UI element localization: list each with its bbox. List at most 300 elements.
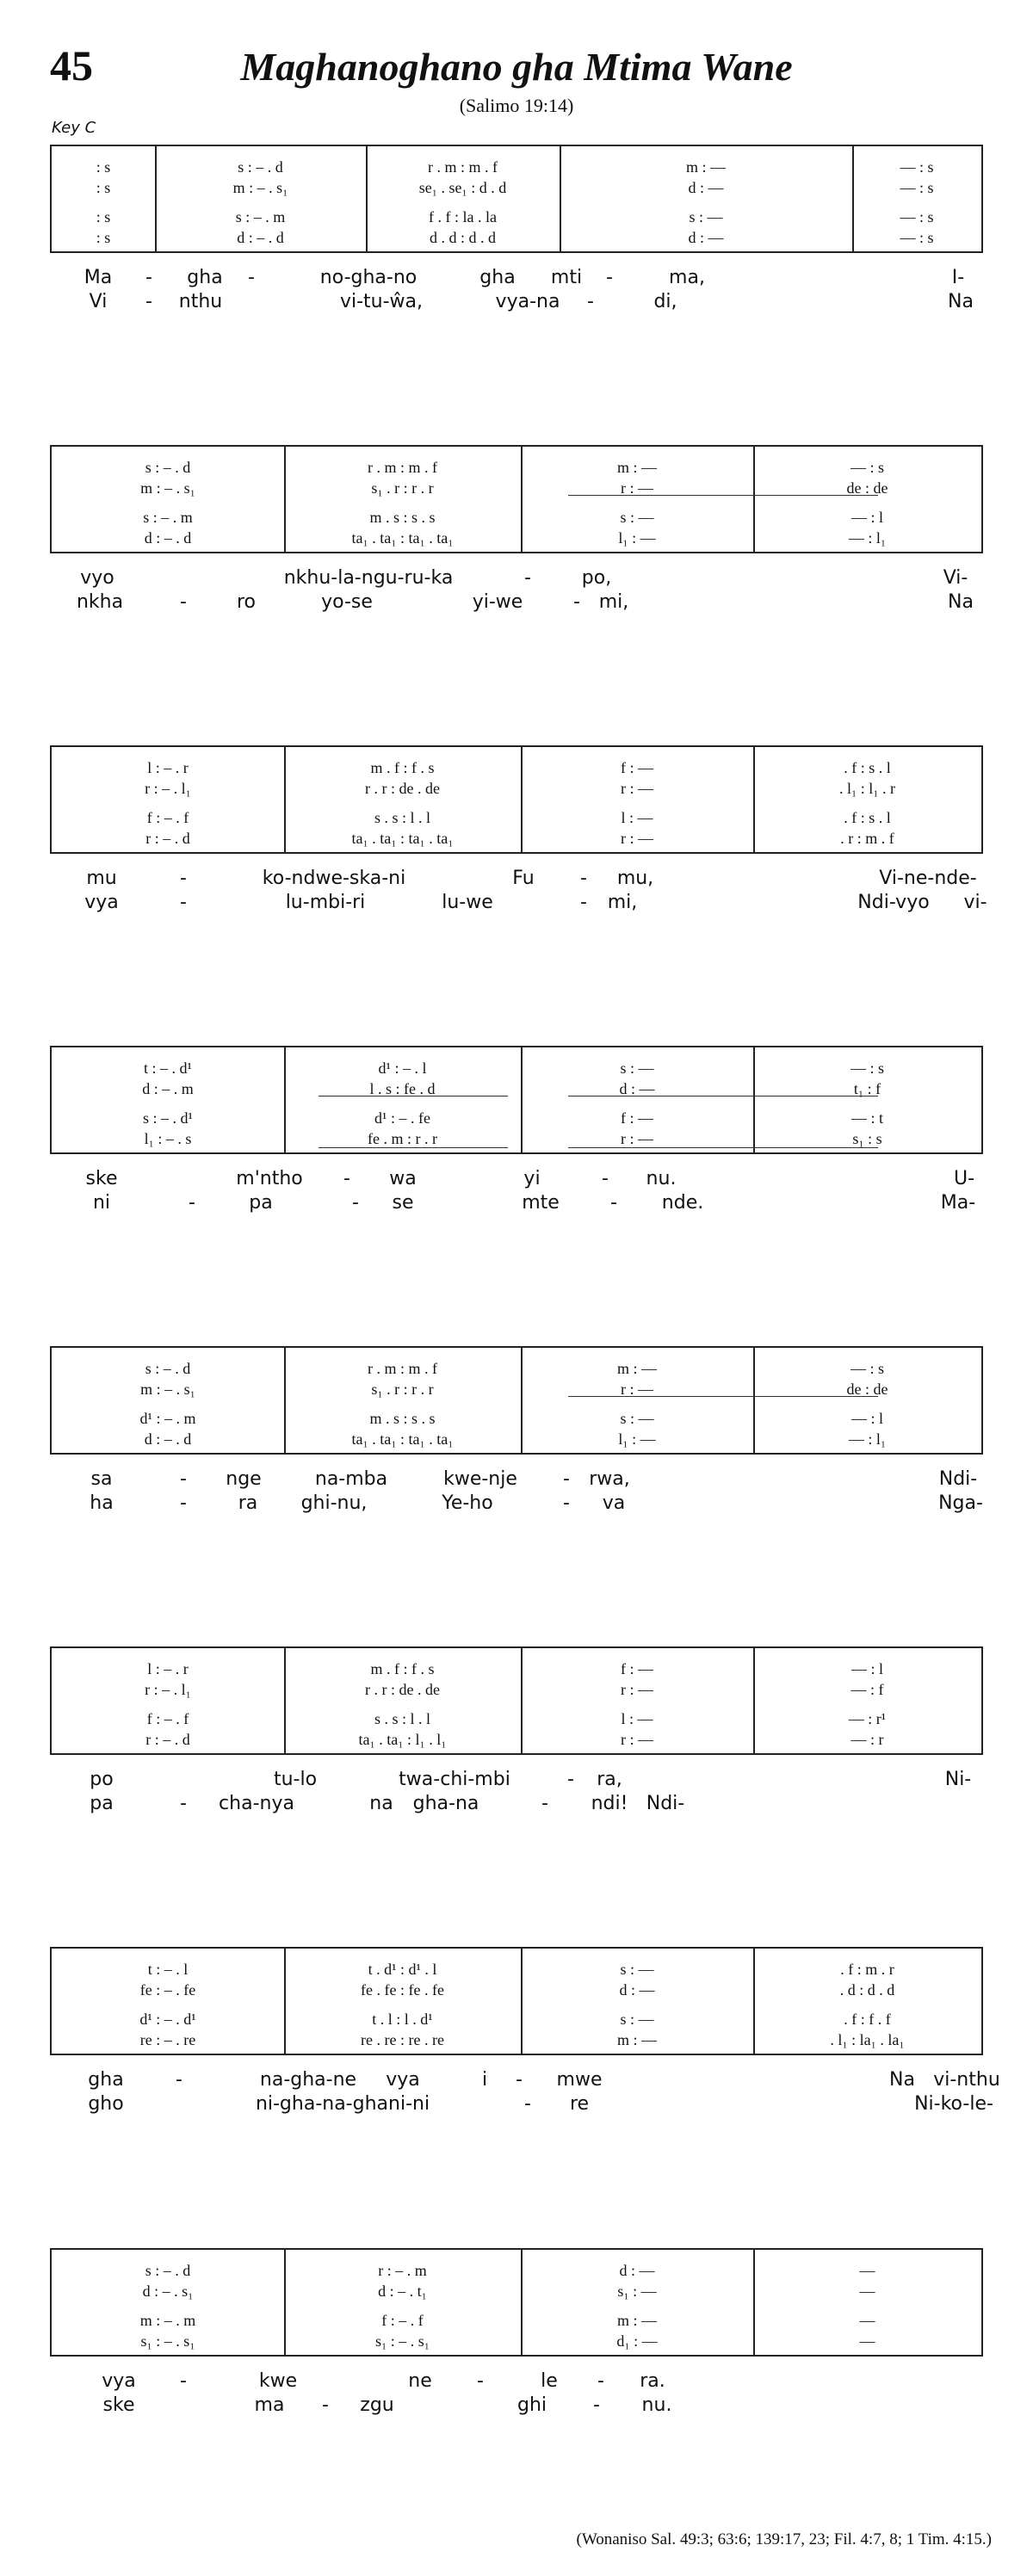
music-system: [50, 1046, 983, 1218]
lyric-syllable: ni: [92, 1192, 111, 1214]
lyric-syllable: mwe: [556, 2069, 603, 2091]
lyric-syllable: -: [524, 567, 531, 589]
measure-notes: s . s : l . l: [374, 1710, 431, 1727]
measure-notes: d : – . d: [144, 1430, 192, 1448]
lyric-syllable: Fu: [512, 868, 535, 889]
lyric-syllable: se: [392, 1192, 414, 1214]
lyric-syllable: -: [343, 1168, 350, 1189]
measure-notes: s₁ : – . s₁: [374, 2332, 430, 2350]
lyric-syllable: ske: [85, 1168, 118, 1189]
lyric-syllable: -: [176, 2069, 182, 2091]
lyric-syllable: Ma-: [940, 1192, 976, 1214]
lyric-line: [50, 590, 983, 615]
lyric-syllable: -: [524, 2093, 531, 2115]
lyric-syllable: m'ntho: [236, 1168, 303, 1189]
lyric-line: [50, 1767, 983, 1793]
measure-notes: s : —: [689, 208, 723, 225]
measure-notes: . l₁ : la₁ . la₁: [830, 2031, 905, 2048]
measure-notes: d¹ : – . m: [139, 1410, 196, 1427]
measure-notes: r : —: [621, 780, 653, 797]
voice-part-line: [52, 1108, 981, 1128]
measure-notes: re : – . re: [139, 2031, 196, 2048]
voice-part-line: [52, 757, 981, 778]
voice-part-line: [52, 1128, 981, 1149]
measure-notes: s : – . d: [145, 2262, 191, 2279]
lyric-syllable: mu: [86, 868, 117, 889]
music-system: [50, 145, 983, 317]
measure-notes: s₁ : s: [852, 1130, 882, 1147]
measure-notes: s : —: [620, 509, 654, 526]
measure-notes: t . l : l . d¹: [372, 2011, 433, 2028]
lyric-syllable: i: [481, 2069, 488, 2091]
voice-part-line: [52, 1729, 981, 1750]
lyrics-block: [50, 1767, 983, 1819]
measure-notes: — : s: [850, 1360, 885, 1377]
measure-notes: m : —: [616, 1360, 658, 1377]
measure-notes: fe . fe : fe . fe: [361, 1981, 444, 1998]
lyric-syllable: vyo: [80, 567, 114, 589]
measure-notes: l : —: [621, 809, 653, 826]
measure-notes: de : de: [846, 479, 888, 497]
lyric-line: [50, 1491, 983, 1517]
measure-notes: r . m : m . f: [428, 158, 498, 176]
measure-notes: — : r: [851, 1731, 884, 1748]
lyrics-block: [50, 1467, 983, 1518]
measure-notes: s₁ : – . s₁: [140, 2332, 195, 2350]
lyrics-block: [50, 565, 983, 617]
measure-notes: d₁ : —: [616, 2332, 658, 2350]
lyric-syllable: -: [145, 291, 152, 312]
lyric-syllable: yi-we: [472, 591, 523, 613]
music-system: [50, 745, 987, 917]
measure-notes: s : —: [620, 1961, 654, 1978]
lyric-syllable: vi-tu-ŵa,: [339, 291, 424, 312]
voice-part-line: [52, 2029, 981, 2050]
lyric-syllable: -: [580, 892, 587, 913]
measure-notes: s₁ . r : r . r: [371, 1381, 434, 1398]
measure-notes: m : – . s₁: [140, 1381, 195, 1398]
measure-notes: s : – . m: [235, 208, 286, 225]
measure-notes: d : – . d: [144, 529, 192, 547]
lyric-syllable: na-gha-ne: [259, 2069, 357, 2091]
lyric-syllable: -: [516, 2069, 523, 2091]
lyric-syllable: tu-lo: [273, 1769, 318, 1790]
lyric-syllable: rwa,: [589, 1468, 630, 1490]
measure-notes: m . s : s . s: [369, 1410, 436, 1427]
lyric-syllable: vya: [102, 2370, 136, 2392]
lyric-syllable: -: [563, 1492, 570, 1514]
lyric-syllable: ra.: [640, 2370, 665, 2392]
measure-notes: m : —: [616, 459, 658, 476]
lyric-syllable: Na: [889, 2069, 915, 2091]
lyric-syllable: vya-na: [495, 291, 560, 312]
measure-notes: — : l₁: [848, 529, 887, 547]
lyric-syllable: -: [180, 2370, 187, 2392]
measure-notes: d : – . d: [237, 229, 284, 246]
lyric-syllable: Ndi-vyo: [857, 892, 930, 913]
measure-notes: f : – . f: [381, 2312, 424, 2329]
measure-notes: l₁ : —: [618, 529, 656, 547]
measure-notes: d¹ : – . fe: [374, 1109, 430, 1127]
lyric-line: [50, 1166, 983, 1192]
lyric-syllable: pa: [249, 1192, 273, 1214]
lyric-syllable: -: [180, 591, 187, 613]
lyric-syllable: vya: [84, 892, 119, 913]
measure-notes: . r : m . f: [840, 830, 894, 847]
lyrics-block: [50, 2369, 983, 2420]
hymn-number: 45: [50, 41, 93, 90]
lyric-syllable: le: [541, 2370, 558, 2392]
voice-part-line: [52, 1679, 981, 1700]
voice-part-line: [52, 157, 981, 177]
measure-notes: l₁ : – . s: [144, 1130, 192, 1147]
tonic-solfa-staff: [50, 1346, 983, 1455]
voice-part-line: [52, 2009, 981, 2029]
lyric-syllable: Vi-: [943, 567, 968, 589]
voice-part-line: [52, 1708, 981, 1729]
measure-notes: f : —: [621, 1109, 653, 1127]
lyric-syllable: gho: [88, 2093, 124, 2115]
measure-notes: r : —: [621, 1130, 653, 1147]
lyric-syllable: Vi-ne-nde-: [879, 868, 977, 889]
measure-notes: l : – . r: [147, 1660, 189, 1677]
measure-notes: re . re : re . re: [361, 2031, 444, 2048]
lyric-syllable: mi,: [598, 591, 629, 613]
lyric-line: [50, 1467, 983, 1492]
lyric-syllable: di,: [653, 291, 677, 312]
lyric-syllable: -: [610, 1192, 617, 1214]
lyric-syllable: nu.: [646, 1168, 677, 1189]
music-system: [50, 1947, 1000, 2119]
measure-notes: — : s: [850, 459, 885, 476]
lyric-syllable: -: [180, 868, 187, 889]
lyric-syllable: nthu: [178, 291, 223, 312]
measure-notes: — : l: [851, 509, 884, 526]
measure-notes: t . d¹ : d¹ . l: [368, 1961, 437, 1978]
measure-notes: r : – . l₁: [145, 780, 191, 797]
measure-notes: r . m : m . f: [368, 1360, 437, 1377]
measure-notes: ta₁ . ta₁ : ta₁ . ta₁: [351, 529, 454, 547]
measure-notes: f : —: [621, 759, 653, 776]
lyric-syllable: ra: [238, 1492, 258, 1514]
measure-notes: . l₁ : l₁ . r: [838, 780, 896, 797]
measure-notes: r . r : de . de: [365, 780, 440, 797]
voice-part-line: [52, 1429, 981, 1449]
measure-notes: r : – . m: [378, 2262, 427, 2279]
lyric-syllable: -: [180, 1793, 187, 1814]
measure-notes: : s: [96, 208, 111, 225]
measure-notes: t₁ : f: [853, 1080, 881, 1097]
measure-notes: : s: [96, 158, 111, 176]
measure-notes: : s: [96, 229, 111, 246]
measure-notes: — : t: [851, 1109, 884, 1127]
lyric-syllable: nkha: [76, 591, 124, 613]
lyric-syllable: -: [563, 1468, 570, 1490]
lyric-syllable: va: [602, 1492, 626, 1514]
measure-notes: r : —: [621, 1681, 653, 1698]
music-system: [50, 2248, 983, 2420]
lyric-syllable: na-mba: [314, 1468, 388, 1490]
measure-notes: m : —: [616, 2031, 658, 2048]
lyric-line: [50, 289, 983, 315]
lyric-syllable: ko-ndwe-ska-ni: [262, 868, 406, 889]
measure-notes: m . f : f . s: [370, 1660, 435, 1677]
lyrics-block: [50, 2067, 1000, 2119]
lyric-line: [50, 2067, 1000, 2093]
tonic-solfa-staff: [50, 1046, 983, 1154]
voice-part-line: [52, 227, 981, 248]
lyric-syllable: vi-: [963, 892, 987, 913]
voice-part-line: [52, 528, 981, 548]
lyrics-block: [50, 265, 983, 317]
lyric-syllable: cha-nya: [219, 1793, 294, 1814]
lyric-syllable: ske: [102, 2394, 135, 2416]
measure-notes: — : l: [851, 1660, 884, 1677]
measure-notes: t : – . d¹: [144, 1059, 192, 1077]
measure-notes: ta₁ . ta₁ : ta₁ . ta₁: [351, 1430, 454, 1448]
measure-notes: s : – . d: [145, 459, 191, 476]
measure-notes: t : – . l: [147, 1961, 189, 1978]
voice-part-line: [52, 1959, 981, 1980]
measure-notes: m . f : f . s: [370, 759, 435, 776]
tonic-solfa-staff: [50, 2248, 983, 2357]
voice-part-line: [52, 457, 981, 478]
lyric-line: [50, 2091, 993, 2117]
lyric-syllable: -: [189, 1192, 195, 1214]
voice-part-line: [52, 2260, 981, 2281]
measure-notes: d : —: [619, 1981, 655, 1998]
lyric-syllable: ghi: [516, 2394, 547, 2416]
voice-part-line: [52, 2310, 981, 2331]
music-system: [50, 1646, 983, 1819]
voice-part-line: [52, 1358, 981, 1379]
measure-notes: — : s: [900, 208, 934, 225]
measure-notes: r : – . l₁: [145, 1681, 191, 1698]
measure-notes: fe : – . fe: [139, 1981, 196, 1998]
measure-notes: — : r¹: [848, 1710, 887, 1727]
lyric-syllable: vya: [386, 2069, 420, 2091]
lyric-syllable: sa: [90, 1468, 113, 1490]
lyric-syllable: Ni-ko-le-: [914, 2093, 993, 2115]
voice-part-line: [52, 1408, 981, 1429]
measure-notes: fe . m : r . r: [368, 1130, 437, 1147]
lyric-syllable: ghi-nu,: [300, 1492, 368, 1514]
lyric-syllable: -: [567, 1769, 574, 1790]
hymn-title: Maghanoghano gha Mtima Wane: [240, 45, 793, 89]
measure-notes: s : —: [620, 1410, 654, 1427]
measure-notes: f . f : la . la: [429, 208, 497, 225]
voice-part-line: [52, 1980, 981, 2000]
measure-notes: — : s: [900, 158, 934, 176]
lyric-syllable: gha: [479, 267, 516, 288]
tie-line: [568, 495, 878, 496]
lyric-syllable: Vi: [89, 291, 108, 312]
voice-part-line: [52, 828, 981, 849]
music-system: [50, 445, 983, 617]
measure-notes: s : —: [620, 2011, 654, 2028]
lyric-syllable: yo-se: [321, 591, 373, 613]
tie-line: [568, 1396, 878, 1397]
lyric-line: [50, 265, 983, 291]
lyric-syllable: Ma: [84, 267, 113, 288]
tonic-solfa-staff: [50, 445, 983, 553]
lyric-line: [50, 1190, 983, 1216]
lyric-syllable: gha-na: [412, 1793, 479, 1814]
measure-notes: se₁ . se₁ : d . d: [418, 179, 507, 196]
lyric-syllable: -: [352, 1192, 359, 1214]
lyric-syllable: -: [322, 2394, 329, 2416]
lyric-syllable: -: [248, 267, 255, 288]
measure-notes: de : de: [846, 1381, 888, 1398]
lyric-line: [50, 1791, 983, 1817]
measure-notes: — : l₁: [848, 1430, 887, 1448]
voice-part-line: [52, 507, 981, 528]
measure-notes: . f : s . l: [844, 759, 891, 776]
lyric-syllable: ndi!: [591, 1793, 628, 1814]
lyric-syllable: nde.: [661, 1192, 704, 1214]
lyric-syllable: na: [369, 1793, 393, 1814]
measure-notes: s . s : l . l: [374, 809, 431, 826]
lyric-syllable: Na: [948, 291, 974, 312]
lyric-syllable: -: [593, 2394, 600, 2416]
lyric-syllable: ni-gha-na-ghani-ni: [255, 2093, 430, 2115]
lyric-syllable: ro: [236, 591, 257, 613]
lyric-line: [50, 2369, 983, 2394]
lyric-syllable: nkhu-la-ngu-ru-ka: [283, 567, 454, 589]
lyric-syllable: -: [541, 1793, 548, 1814]
voice-part-line: [52, 778, 981, 799]
measure-notes: — : s: [850, 1059, 885, 1077]
measure-notes: —: [859, 2283, 875, 2300]
lyric-syllable: mu,: [616, 868, 654, 889]
measure-notes: s₁ . r : r . r: [371, 479, 434, 497]
lyric-syllable: wa: [389, 1168, 417, 1189]
lyric-syllable: gha: [187, 267, 223, 288]
measure-notes: r . m : m . f: [368, 459, 437, 476]
lyric-syllable: twa-chi-mbi: [399, 1769, 510, 1790]
music-system: [50, 1346, 983, 1518]
measure-notes: s : – . d: [238, 158, 283, 176]
voice-part-line: [52, 2281, 981, 2301]
measure-notes: m . s : s . s: [369, 509, 436, 526]
measure-notes: m : – . s₁: [140, 479, 195, 497]
measure-notes: : s: [96, 179, 111, 196]
lyric-syllable: Na: [948, 591, 974, 613]
measure-notes: —: [859, 2312, 875, 2329]
measure-notes: d : —: [688, 229, 724, 246]
lyric-syllable: Ni-: [944, 1769, 972, 1790]
lyric-syllable: -: [145, 267, 152, 288]
lyric-syllable: mi,: [607, 892, 638, 913]
lyric-syllable: kwe: [258, 2370, 298, 2392]
measure-notes: d : —: [619, 1080, 655, 1097]
lyric-syllable: Ye-ho: [442, 1492, 493, 1514]
lyric-syllable: no-gha-no: [319, 267, 418, 288]
measure-notes: r : —: [621, 830, 653, 847]
measure-notes: d : —: [688, 179, 724, 196]
lyric-syllable: -: [573, 591, 580, 613]
voice-part-line: [52, 1659, 981, 1679]
measure-notes: ta₁ . ta₁ : l₁ . l₁: [358, 1731, 447, 1748]
measure-notes: r . r : de . de: [365, 1681, 440, 1698]
measure-notes: — : f: [851, 1681, 884, 1698]
tonic-solfa-staff: [50, 745, 983, 854]
measure-notes: r : —: [621, 479, 653, 497]
lyric-syllable: lu-mbi-ri: [285, 892, 366, 913]
measure-notes: l : – . r: [147, 759, 189, 776]
measure-notes: s : – . d: [145, 1360, 191, 1377]
key-signature: Key C: [52, 119, 96, 137]
measure-notes: s : – . d¹: [143, 1109, 193, 1127]
measure-notes: s : – . m: [143, 509, 193, 526]
lyric-syllable: nge: [226, 1468, 262, 1490]
lyric-syllable: pa: [90, 1793, 114, 1814]
voice-part-line: [52, 2331, 981, 2351]
measure-notes: . f : s . l: [844, 809, 891, 826]
measure-notes: d¹ : – . d¹: [139, 2011, 196, 2028]
lyric-line: [50, 866, 983, 892]
measure-notes: r : – . d: [145, 1731, 190, 1748]
lyric-syllable: ha: [90, 1492, 114, 1514]
measure-notes: l . s : fe . d: [369, 1080, 436, 1097]
lyric-syllable: -: [597, 2370, 604, 2392]
tonic-solfa-staff: [50, 145, 983, 253]
measure-notes: s : —: [620, 1059, 654, 1077]
lyric-syllable: Ndi-: [938, 1468, 978, 1490]
tie-line: [568, 1147, 878, 1148]
measure-notes: l₁ : —: [618, 1430, 656, 1448]
measure-notes: m : —: [616, 2312, 658, 2329]
measure-notes: — : s: [900, 229, 934, 246]
measure-notes: — : s: [900, 179, 934, 196]
measure-notes: d : – . t₁: [378, 2283, 427, 2300]
measure-notes: f : —: [621, 1660, 653, 1677]
lyric-syllable: -: [606, 267, 613, 288]
lyric-syllable: I-: [951, 267, 965, 288]
measure-notes: s₁ : —: [617, 2283, 657, 2300]
measure-notes: d : – . s₁: [142, 2283, 194, 2300]
measure-notes: d : —: [619, 2262, 655, 2279]
lyric-syllable: mte: [522, 1192, 560, 1214]
voice-part-line: [52, 1058, 981, 1078]
lyric-syllable: re: [569, 2093, 590, 2115]
measure-notes: d . d : d . d: [429, 229, 497, 246]
measure-notes: d¹ : – . l: [378, 1059, 427, 1077]
lyric-syllable: vi-nthu: [933, 2069, 1000, 2091]
lyrics-block: [50, 866, 987, 917]
lyric-syllable: zgu: [360, 2394, 394, 2416]
lyric-line: [50, 890, 987, 916]
lyric-syllable: ma: [254, 2394, 285, 2416]
measure-notes: r : —: [621, 1381, 653, 1398]
lyric-syllable: mti: [550, 267, 583, 288]
voice-part-line: [52, 207, 981, 227]
lyric-line: [50, 2393, 983, 2418]
lyric-syllable: Ndi-: [646, 1793, 685, 1814]
measure-notes: l : —: [621, 1710, 653, 1727]
lyric-syllable: ma,: [669, 267, 705, 288]
measure-notes: —: [859, 2262, 875, 2279]
tie-line: [319, 1147, 508, 1148]
measure-notes: d : – . m: [142, 1080, 194, 1097]
measure-notes: ta₁ . ta₁ : ta₁ . ta₁: [351, 830, 454, 847]
tonic-solfa-staff: [50, 1646, 983, 1755]
measure-notes: m : —: [685, 158, 727, 176]
measure-notes: . f : f . f: [844, 2011, 891, 2028]
measure-notes: f : – . f: [146, 809, 189, 826]
measure-notes: f : – . f: [146, 1710, 189, 1727]
lyric-syllable: -: [602, 1168, 609, 1189]
